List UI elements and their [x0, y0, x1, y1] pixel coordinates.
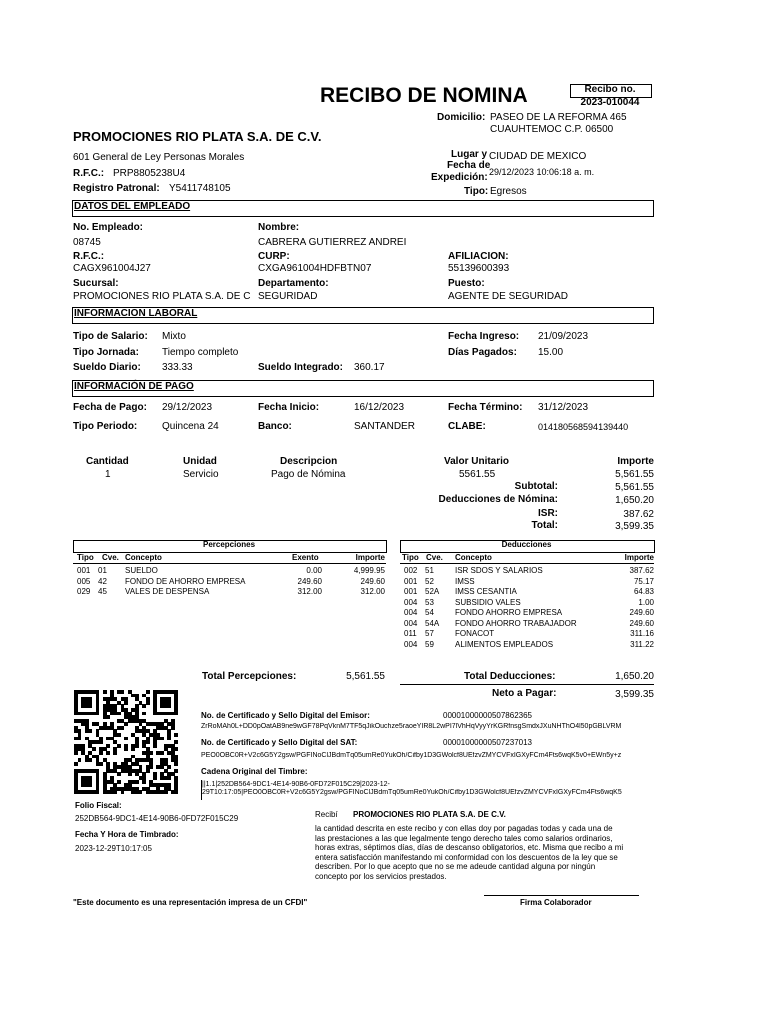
fecha-expedicion: 29/12/2023 10:06:18 a. m.	[489, 167, 595, 177]
tipo-salario-label: Tipo de Salario:	[73, 331, 148, 342]
cadena-original-label: Cadena Original del Timbre:	[201, 767, 308, 776]
cell-importe: 64.83	[633, 587, 654, 596]
cell-tipo: 004	[404, 618, 418, 628]
section-title: DATOS DEL EMPLEADO	[74, 201, 191, 212]
cell-exento: 0.00	[306, 566, 322, 575]
perc-header-cve: Cve.	[102, 553, 119, 562]
cell-concepto: SUBSIDIO VALES	[455, 597, 521, 607]
folio-fiscal: 252DB564-9DC1-4E14-90B6-0FD72F015C29	[75, 814, 239, 823]
fecha-termino: 31/12/2023	[538, 402, 589, 413]
cell-cve: 42	[98, 576, 107, 586]
nombre: CABRERA GUTIERREZ ANDREI	[258, 237, 407, 248]
perc-header-tipo: Tipo	[77, 553, 94, 562]
document-title: RECIBO DE NOMINA	[320, 84, 528, 107]
cell-cve: 52	[425, 576, 434, 586]
importe: 5,561.55	[615, 469, 654, 480]
cantidad-header: Cantidad	[86, 456, 129, 467]
cell-tipo: 029	[77, 587, 91, 596]
cell-tipo: 002	[404, 566, 418, 575]
firma-colaborador-label: Firma Colaborador	[520, 898, 592, 907]
legal-text-line: las prestaciones a las que legalmente tengo derecho tales como salarios ordinarios,	[315, 833, 613, 843]
signature-line	[484, 895, 639, 896]
cert-emisor: 00001000000507862365	[443, 711, 532, 720]
cell-importe: 249.60	[629, 618, 654, 628]
fecha-inicio: 16/12/2023	[354, 402, 405, 413]
section-title: INFORMACION LABORAL	[74, 308, 198, 319]
puesto-label: Puesto:	[448, 278, 485, 289]
total: 3,599.35	[615, 521, 654, 532]
legal-text-line: concepto por los servicios prestados.	[315, 871, 447, 881]
cell-cve: 57	[425, 629, 434, 638]
cert-sat: 00001000000507237013	[443, 738, 532, 747]
cell-cve: 59	[425, 639, 434, 649]
perc-header-exento: Exento	[292, 553, 319, 562]
section-informacion-laboral	[72, 307, 654, 324]
dias-pagados: 15.00	[538, 347, 564, 358]
receipt-number: 2023-010044	[580, 97, 640, 108]
footer-cfdi-note: "Este documento es una representación impresa de un CFDI"	[73, 898, 308, 907]
cell-exento: 312.00	[297, 587, 322, 596]
fecha-ingreso: 21/09/2023	[538, 331, 589, 342]
sello-sat: PEO0OBC0R+V2c6G5Y2gsw/PGFINoClJBdmTq05umRe0YukOh/Cifby1D3GWolcf8UEfzvZMYCVFxIGXyFCm4Fts6wqK5v0+EWn5y+z	[201, 752, 622, 759]
tipo-comprobante: Egresos	[490, 186, 527, 197]
tipo-label: Tipo:	[464, 186, 489, 197]
ded-header-tipo: Tipo	[402, 553, 419, 562]
registro-label: Registro Patronal:	[73, 183, 160, 194]
sueldo-diario-label: Sueldo Diario:	[73, 362, 141, 373]
domicilio-line2: CUAUHTEMOC C.P. 06500	[490, 124, 614, 135]
ded-header-cve: Cve.	[426, 553, 443, 562]
cell-importe: 249.60	[360, 576, 385, 586]
isr-label: ISR:	[538, 508, 558, 519]
cell-concepto: FONDO AHORRO EMPRESA	[455, 608, 563, 617]
neto-pagar: 3,599.35	[615, 689, 654, 700]
afiliacion-label: AFILIACION:	[448, 251, 509, 262]
importe-header: Importe	[617, 456, 654, 467]
sello-emisor: ZrRoMAh0L+DD0pOatAB9ne9wGF78PqVknM7TF5qJikOuchze5raoeYIR8L2wPI7lVhHqVyyYrKGRfnsgSmdxJXuNHThO4l50pGBLVRM	[201, 723, 622, 730]
cell-cve: 53	[425, 597, 434, 607]
neto-pagar-label: Neto a Pagar:	[492, 688, 557, 699]
domicilio-label: Domicilio:	[437, 112, 486, 123]
cell-cve: 45	[98, 587, 107, 596]
cell-tipo: 004	[404, 597, 418, 607]
cell-importe: 4,999.95	[353, 566, 385, 575]
tipo-jornada-label: Tipo Jornada:	[73, 347, 139, 358]
tipo-jornada: Tiempo completo	[162, 347, 239, 358]
cell-tipo: 004	[404, 608, 418, 617]
cell-concepto: FONDO DE AHORRO EMPRESA	[125, 576, 246, 586]
no-empleado-label: No. Empleado:	[73, 222, 144, 233]
cell-concepto: IMSS CESANTIA	[455, 587, 517, 596]
fecha-timbrado: 2023-12-29T10:17:05	[75, 844, 152, 853]
valor-unitario: 5561.55	[459, 469, 496, 480]
cell-importe: 1.00	[638, 597, 654, 607]
descripcion-header: Descripcion	[280, 456, 338, 467]
sueldo-diario: 333.33	[162, 362, 193, 373]
sello-sat-label: No. de Certificado y Sello Digital del SAT:	[201, 738, 358, 747]
sello-emisor-label: No. de Certificado y Sello Digital del Emisor:	[201, 711, 370, 720]
cell-importe: 311.16	[630, 629, 654, 638]
banco: SANTANDER	[354, 421, 415, 432]
section-title: INFORMACIÓN DE PAGO	[74, 381, 194, 392]
emp-rfc-label: R.F.C.:	[73, 251, 105, 262]
perc-header-line	[73, 563, 386, 564]
total-deducciones-line	[400, 684, 654, 685]
perc-header-importe: Importe	[355, 553, 385, 562]
subtotal-label: Subtotal:	[514, 481, 558, 492]
deducciones-nomina-label: Deducciones de Nómina:	[438, 494, 558, 505]
ded-header-line	[400, 563, 654, 564]
emp-rfc: CAGX961004J27	[73, 263, 151, 274]
company-rfc: PRP8805238U4	[113, 168, 186, 179]
curp-label: CURP:	[258, 251, 290, 262]
cell-tipo: 004	[404, 639, 418, 649]
cell-concepto: SUELDO	[125, 566, 158, 575]
cell-concepto: FONACOT	[455, 629, 495, 638]
deducciones-nomina: 1,650.20	[615, 495, 654, 506]
cell-exento: 249.60	[297, 576, 322, 586]
fecha-timbrado-label: Fecha Y Hora de Timbrado:	[75, 830, 179, 839]
expedicion-label: Expedición:	[431, 172, 488, 183]
cell-cve: 51	[425, 566, 434, 575]
cadena-original-line2: 29T10:17:05|PEO0OBC0R+V2c6G5Y2gsw/PGFINoClJBdmTq05umRe0YukOh/Cifby1D3GWolcf8UEfzvZMYCVFxIGXyFCm4Fts6wqK5	[202, 789, 622, 796]
fecha-termino-label: Fecha Término:	[448, 402, 523, 413]
sucursal-label: Sucursal:	[73, 278, 119, 289]
total-percepciones: 5,561.55	[346, 671, 385, 682]
curp: CXGA961004HDFBTN07	[258, 263, 372, 274]
cell-tipo: 011	[404, 629, 417, 638]
section-informacion-pago	[72, 380, 654, 397]
total-deducciones: 1,650.20	[615, 671, 654, 682]
valor-header: Valor Unitario	[444, 456, 510, 467]
total-percepciones-label: Total Percepciones:	[202, 671, 297, 682]
qr-code	[74, 690, 178, 794]
banco-label: Banco:	[258, 421, 292, 432]
domicilio-line1: PASEO DE LA REFORMA 465	[490, 112, 627, 123]
perc-header-concepto: Concepto	[125, 553, 162, 562]
cell-tipo: 001	[77, 566, 91, 575]
clabe-label: CLABE:	[448, 421, 486, 432]
sueldo-integrado-label: Sueldo Integrado:	[258, 362, 343, 373]
no-empleado: 08745	[73, 237, 101, 248]
fecha-inicio-label: Fecha Inicio:	[258, 402, 320, 413]
cell-concepto: VALES DE DESPENSA	[125, 587, 210, 596]
company-name: PROMOCIONES RIO PLATA S.A. DE C.V.	[73, 129, 322, 144]
percepciones-title: Percepciones	[202, 540, 256, 549]
descripcion: Pago de Nómina	[271, 469, 346, 480]
cell-importe: 311.22	[630, 639, 654, 649]
tipo-salario: Mixto	[162, 331, 186, 342]
isr: 387.62	[623, 509, 654, 520]
cell-concepto: FONDO AHORRO TRABAJADOR	[455, 618, 577, 628]
cell-tipo: 001	[404, 576, 418, 586]
cell-importe: 312.00	[360, 587, 385, 596]
ded-header-concepto: Concepto	[455, 553, 492, 562]
legal-text-line: la cantidad descrita en este recibo y con ellas doy por pagadas todas y cada una de	[315, 824, 613, 833]
rfc-label: R.F.C.:	[73, 168, 105, 179]
sueldo-integrado: 360.17	[354, 362, 385, 373]
nombre-label: Nombre:	[258, 222, 300, 233]
cantidad: 1	[105, 469, 111, 480]
cadena-original-line1: ||1.1|252DB564-9DC1-4E14-90B6-0FD72F015C29|2023-12-	[202, 781, 390, 788]
sucursal: PROMOCIONES RIO PLATA S.A. DE C	[73, 291, 251, 302]
cell-tipo: 001	[404, 587, 418, 596]
lugar-label: Lugar y	[451, 149, 488, 160]
cell-concepto: ISR SDOS Y SALARIOS	[455, 566, 543, 575]
folio-fiscal-label: Folio Fiscal:	[75, 801, 122, 810]
total-deducciones-label: Total Deducciones:	[464, 671, 556, 682]
afiliacion: 55139600393	[448, 263, 510, 274]
departamento: SEGURIDAD	[258, 291, 318, 302]
cell-cve: 52A	[425, 587, 440, 596]
cell-cve: 54A	[425, 618, 440, 628]
cell-importe: 249.60	[629, 608, 654, 617]
legal-text	[315, 824, 623, 882]
unidad-header: Unidad	[183, 456, 217, 467]
cell-concepto: IMSS	[455, 576, 475, 586]
cell-tipo: 005	[77, 576, 91, 586]
receipt-label: Recibo no.	[584, 84, 636, 95]
cell-importe: 387.62	[629, 566, 654, 575]
cell-importe: 75.17	[633, 576, 654, 586]
legal-text-line: entera satisfacción manifestando mi conformidad con los descuentos de la ley que se	[315, 852, 618, 862]
fecha-pago-label: Fecha de Pago:	[73, 402, 147, 413]
regimen: 601 General de Ley Personas Morales	[73, 152, 245, 163]
fecha-pago: 29/12/2023	[162, 402, 213, 413]
recibi-company: PROMOCIONES RIO PLATA S.A. DE C.V.	[353, 810, 506, 819]
cell-cve: 54	[425, 608, 434, 617]
tipo-periodo-label: Tipo Periodo:	[73, 421, 138, 432]
legal-text-line: describen. Por lo que acepto que no se me adeude cantidad alguna por ningún	[315, 862, 596, 872]
section-datos-empleado	[72, 200, 654, 217]
puesto: AGENTE DE SEGURIDAD	[448, 291, 569, 302]
legal-text-line: horas extras, séptimos días, días de descanso obligatorios, etc. Misma que recibo a mi	[315, 843, 624, 853]
deducciones-title: Deducciones	[501, 540, 552, 549]
lugar: CIUDAD DE MEXICO	[489, 151, 587, 162]
subtotal: 5,561.55	[615, 482, 654, 493]
cell-concepto: ALIMENTOS EMPLEADOS	[455, 639, 554, 649]
registro-patronal: Y5411748105	[169, 183, 231, 194]
ded-header-importe: Importe	[624, 553, 654, 562]
recibi-label: Recibí	[315, 810, 338, 819]
fecha-ingreso-label: Fecha Ingreso:	[448, 331, 520, 342]
tipo-periodo: Quincena 24	[162, 421, 219, 432]
cell-cve: 01	[98, 566, 107, 575]
fecha-label: Fecha de	[447, 160, 491, 171]
departamento-label: Departamento:	[258, 278, 329, 289]
unidad: Servicio	[183, 469, 219, 480]
clabe: 014180568594139440	[538, 422, 629, 432]
dias-pagados-label: Días Pagados:	[448, 347, 517, 358]
total-label: Total:	[531, 520, 558, 531]
